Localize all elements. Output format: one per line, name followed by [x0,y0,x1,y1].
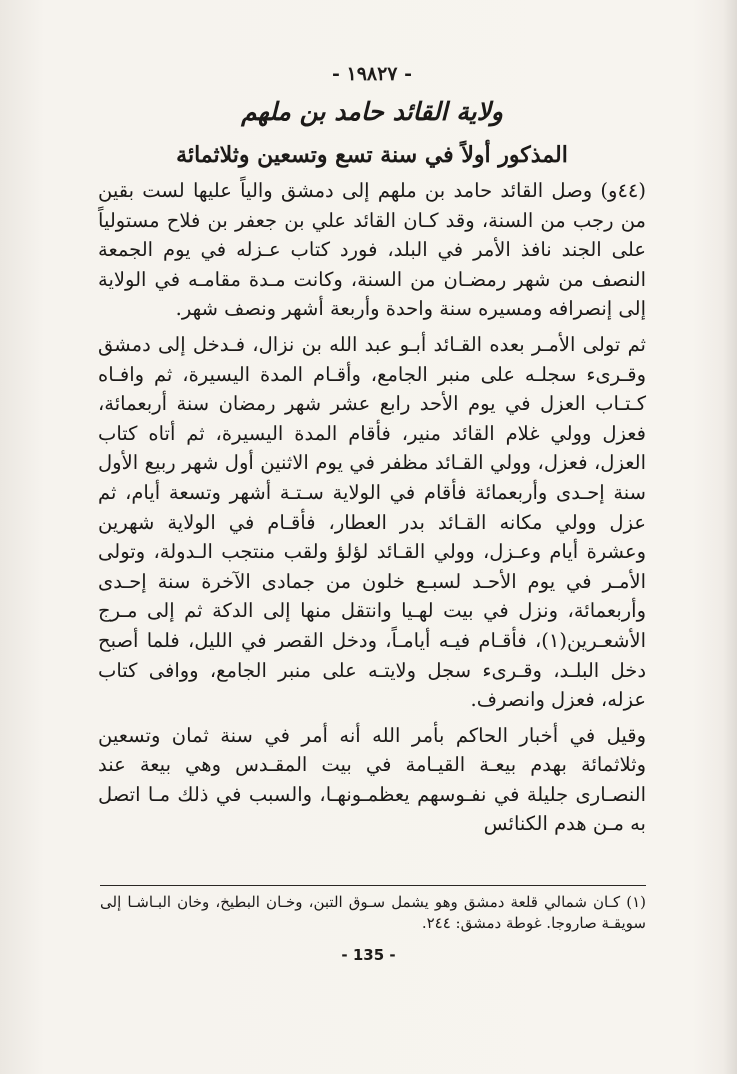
footnote: (١) كـان شمالي قلعة دمشق وهو يشمل سـوق التبن، وخـان البطيخ، وخان البـاشـا إلى سويقـة صاروجا. غوطة دمشق: ٢٤٤. [100,893,646,932]
chapter-title: ولاية القائد حامد بن ملهم [241,97,503,126]
running-number: - ١٩٨٢٧ - [331,63,413,85]
paragraph-3: وقيل في أخبار الحاكم بأمر الله أنه أمر في سنة ثمان وتسعين وثلاثمائة بهدم بيعـة القيـامة في بيت المقـدس وهي بيعة عند النصـارى جليلة في نفـوسهم يعظمـونهـا، والسبب في ذلك مـا اتصل به مـن هدم الكنائس [98,723,646,836]
page-body [98,58,646,845]
paragraph-2: ثم تولى الأمـر بعده القـائد أبـو عبد الله بن نزال، فـدخل إلى دمشق وقـرىء سجلـه على منبر الجامع، وأقـام المدة اليسيرة، ثم وافـاه كـتـاب العزل في يوم الأحد رابع عشر شهر رمضان سنة أربعمائة، فعزل وولي غلام القائد منير، فأقام المدة اليسيرة، ثم أتاه كتاب العزل، فعزل، وولي القـائد مظفر في يوم الاثنين أول شهر ربيع الأول سنة إحـدى وأربعمائة فأقام في الولاية سـتـة أشهر وتسعة أيام، ثم عزل وولي مكانه القـائد بدر العطار، فأقـام في الولاية شهرين وعشرة أيام وعـزل، وولي القـائد لؤلؤ ولقب منتجب الـدولة، وتولى الأمـر في يوم الأحـد لسبـع خلون من جمادى الآخرة سنة إحـدى وأربعمائة، ونزل في بيت لهـيا وانتقل منها إلى الدكة ثم إلى مـرج الأشعـرين(١)، فأقـام فيـه أيامـاً، ودخل القصر في الليل، فلما أصبح دخل البلـد، وقـرىء سجل ولايتـه على منبر الجامع، ووافى كتاب عزله، فعزل وانصرف. [98,332,646,712]
chapter-subtitle: المذكور أولاً في سنة تسع وتسعين وثلاثمائة [176,142,568,168]
spine-shadow [723,0,737,1074]
footnote-divider [100,885,646,886]
paragraph-1: (٤٤و) وصل القائد حامد بن ملهم إلى دمشق والياً عليها لست بقين من رجب من السنة، وقد كـان القائد علي بن جعفر بن فلاح مستولياً على الجند نافذ الأمر في البلد، فورد كتاب عـزله في يوم الجمعة النصف من شهر رمضـان من السنة، وكانت مـدة مقامـه في الولاية إلى إنصرافه ومسيره سنة واحدة وأربعة أشهر ونصف شهر. [98,179,646,321]
page-number: - 135 - [341,946,396,964]
